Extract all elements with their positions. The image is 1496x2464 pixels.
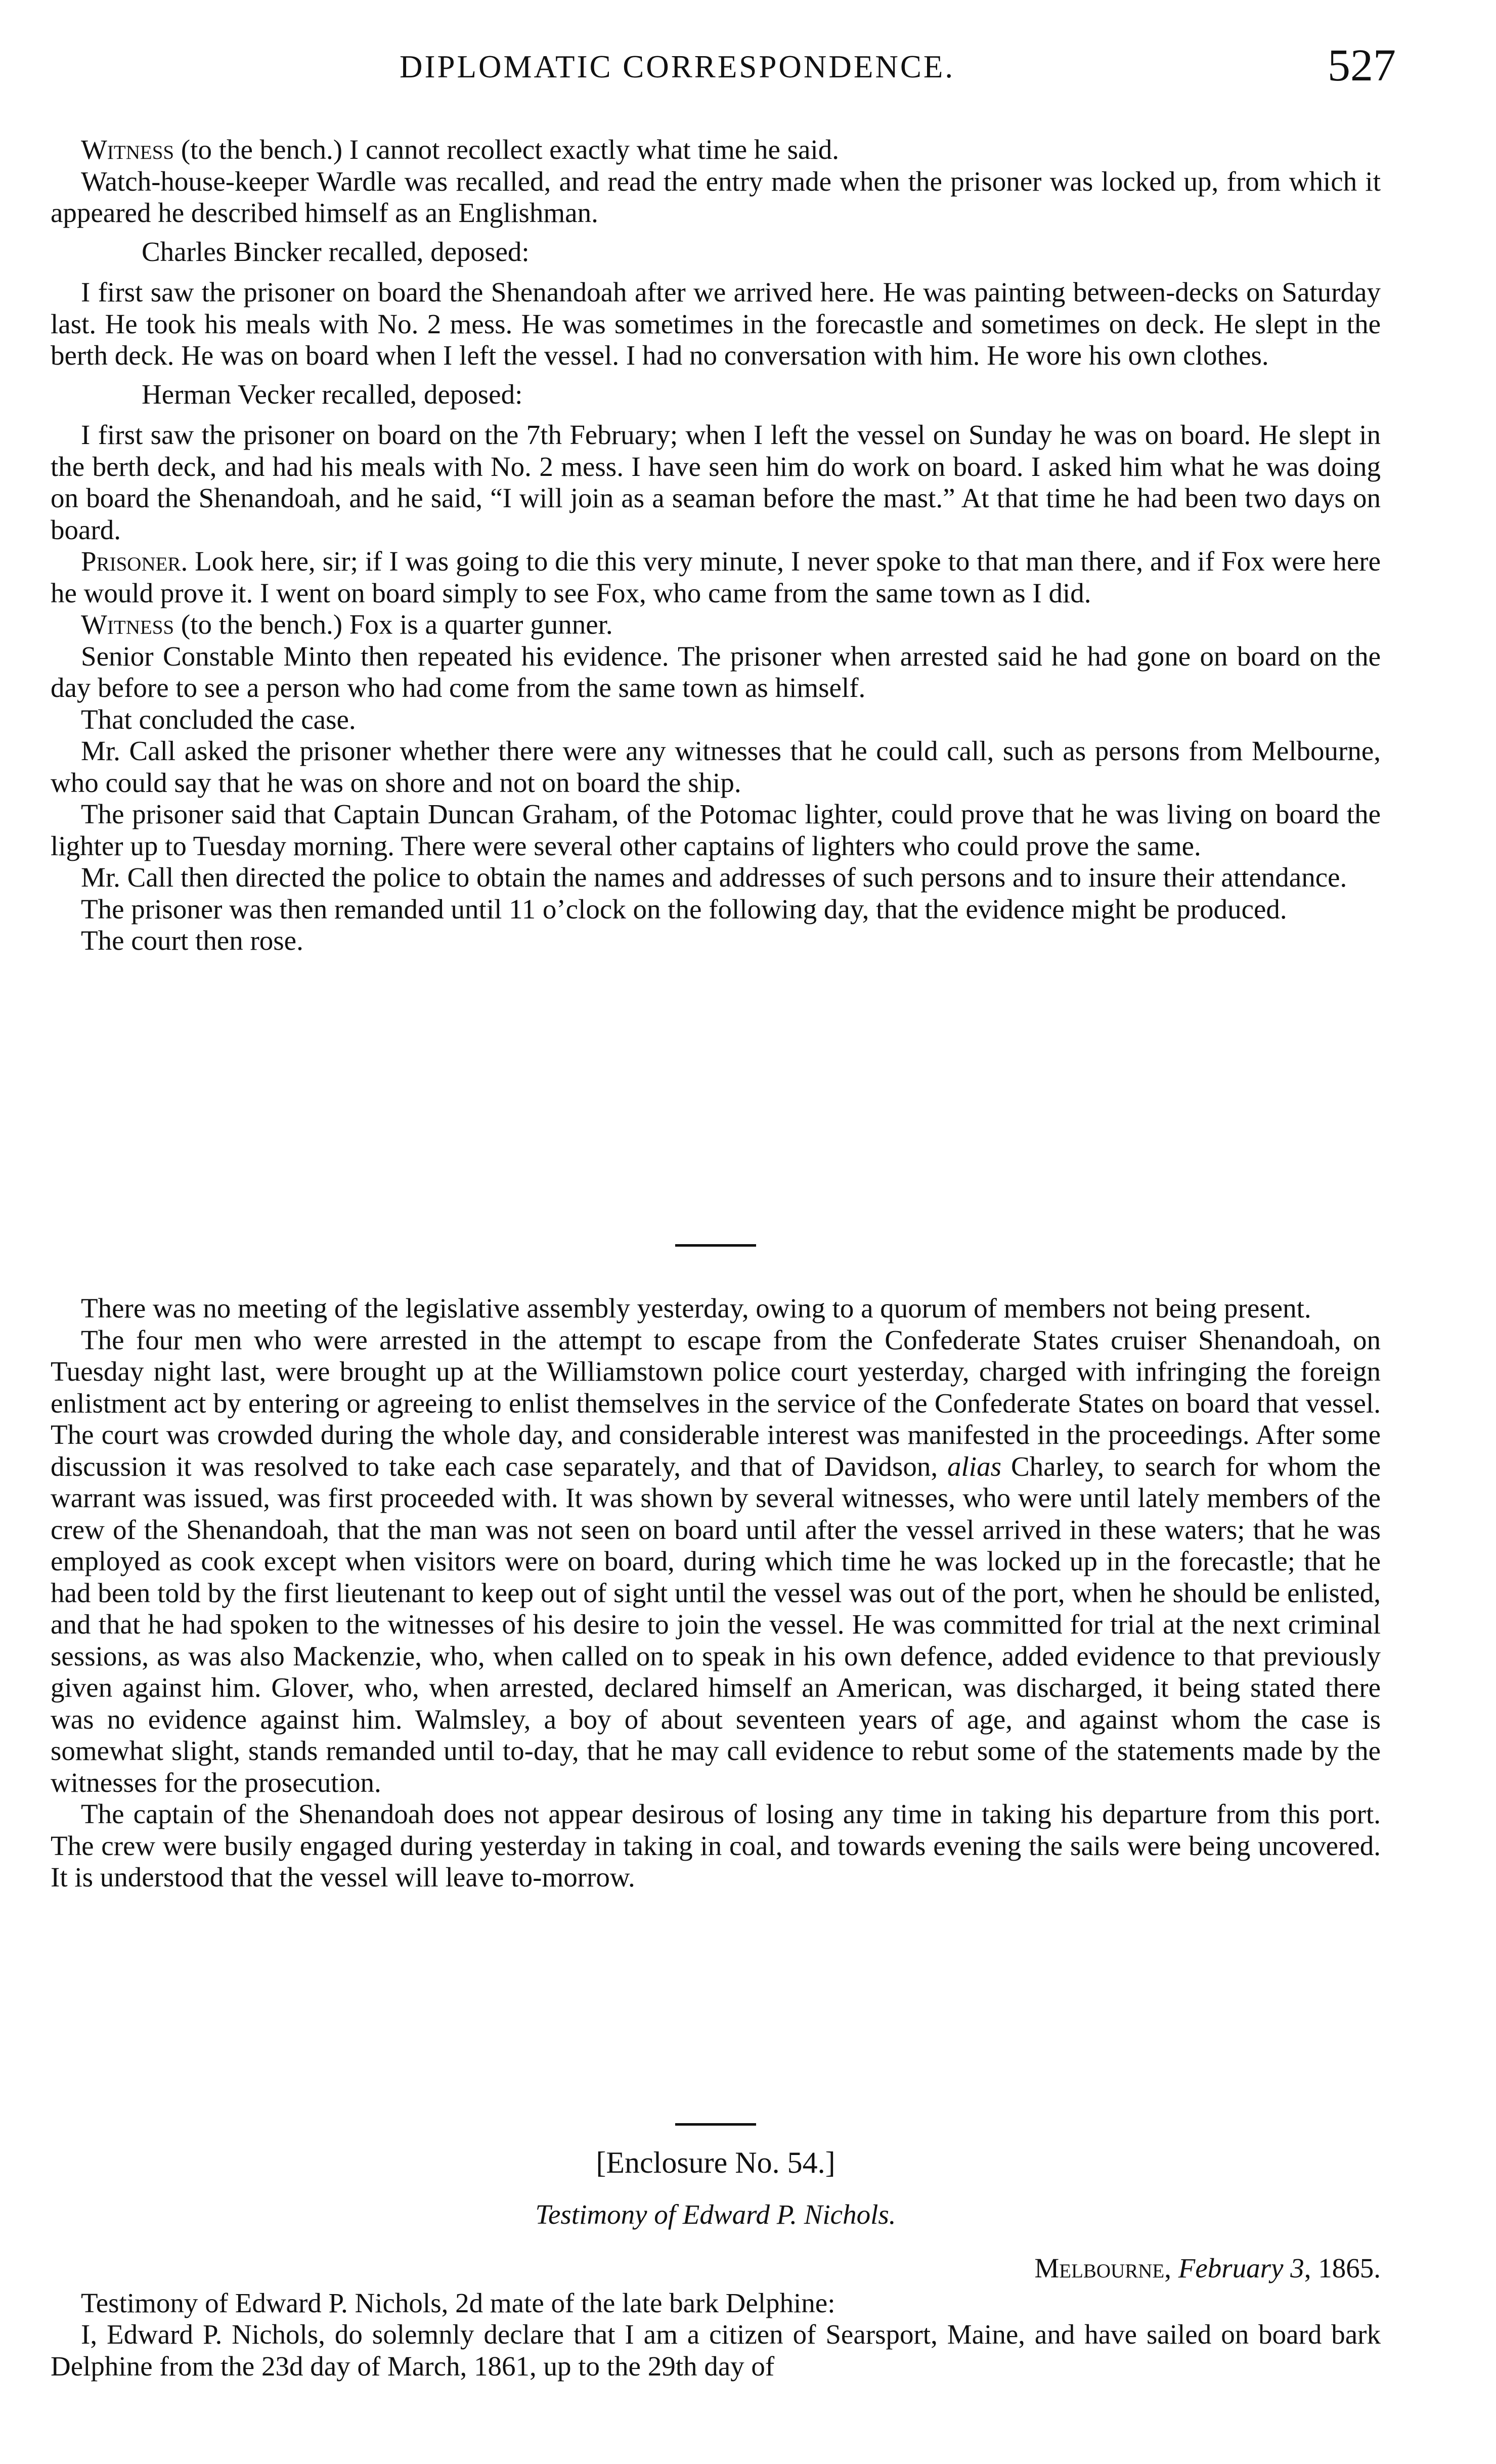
- paragraph: The prisoner was then remanded until 11 o’clock on the following day, that the evidence might be produced.: [81, 893, 1287, 925]
- prisoner-statement: [51, 546, 1381, 609]
- dateline-place: Melbourne: [1034, 2253, 1165, 2283]
- dateline: Melbourne, February 3, 1865.: [1034, 2253, 1381, 2283]
- paragraph: The court then rose.: [81, 925, 303, 956]
- section-divider: [675, 2123, 756, 2126]
- paragraph: Mr. Call then directed the police to obtain the names and addresses of such persons and to insure their attendance.: [81, 862, 1347, 893]
- section-divider: [675, 1244, 756, 1247]
- paragraph: The prisoner said that Captain Duncan Graham, of the Potomac lighter, could prove that he was living on board the lighter up to Tuesday morning. There were several other captains of lighters who could prove the same.: [51, 799, 1381, 861]
- news-report-section: [51, 1293, 1381, 1894]
- dateline-date: February 3: [1178, 2253, 1304, 2283]
- speaker-label: Witness: [81, 134, 174, 165]
- speaker-label: Witness: [81, 609, 174, 640]
- paragraph: Mr. Call asked the prisoner whether there were any witnesses that he could call, such as persons from Melbourne, who could say that he was on shore and not on board the ship.: [51, 735, 1381, 798]
- page-number: 527: [1328, 40, 1396, 91]
- paragraph: There was no meeting of the legislative assembly yesterday, owing to a quorum of members not being present.: [81, 1293, 1311, 1324]
- court-proceedings-section: [51, 134, 1381, 957]
- paragraph: I, Edward P. Nichols, do solemnly declare that I am a citizen of Searsport, Maine, and have sailed on board bark Delphine from the 23d day of March, 1861, up to the 29th day of: [51, 2319, 1381, 2382]
- page-header: [81, 39, 1396, 95]
- enclosure-section: [51, 2147, 1381, 2382]
- witness-statement: [51, 609, 1381, 641]
- alias-word: alias: [947, 1450, 1001, 1482]
- paragraph: [51, 1325, 1381, 1799]
- paragraph-text: Charley, to search for whom the warrant was issued, was first proceeded with. It was shown by several witnesses, who were until lately members of the crew of the Shenandoah, that the man was not seen on board until after the vessel arrived in these waters; that he was employed as cook except when visitors were on board, during which time he was locked up in the forecastle; that he had been told by the first lieutenant to keep out of sight until the vessel was out of the port, when he should be enlisted, and that he had spoken to the witnesses of his desire to join the vessel. He was committed for trial at the next criminal sessions, as was also Mackenzie, who, when called on to speak in his own defence, added evidence to that previously given against him. Glover, who, when arrested, declared himself an American, was discharged, it being stated there was no evidence against him. Walmsley, a boy of about seventeen years of age, and against whom the case is somewhat slight, stands remanded until to-day, that he may call evidence to rebut some of the statements made by the witnesses for the prosecution.: [51, 1450, 1381, 1798]
- paragraph: I first saw the prisoner on board the Shenandoah after we arrived here. He was painting between-decks on Saturday last. He took his meals with No. 2 mess. He was sometimes in the forecastle and sometimes on deck. He slept in the berth deck. He was on board when I left the vessel. I had no conversation with him. He wore his own clothes.: [51, 277, 1381, 371]
- paragraph: The captain of the Shenandoah does not appear desirous of losing any time in taking his departure from this port. The crew were busily engaged during yesterday in taking in coal, and towards evening the sails were being uncovered. It is understood that the vessel will leave to-morrow.: [51, 1798, 1381, 1893]
- paragraph: Testimony of Edward P. Nichols, 2d mate of the late bark Delphine:: [81, 2287, 835, 2318]
- paragraph: Senior Constable Minto then repeated his evidence. The prisoner when arrested said he had gone on board on the day before to see a person who had come from the same town as himself.: [51, 640, 1381, 703]
- speaker-label: Prisoner: [81, 546, 181, 577]
- deponent-intro: Charles Bincker recalled, deposed:: [142, 236, 530, 267]
- statement-text: (to the bench.) I cannot recollect exactly what time he said.: [174, 134, 839, 165]
- deponent-intro: Herman Vecker recalled, deposed:: [142, 378, 523, 410]
- paragraph-text: The four men who were arrested in the attempt to escape from the Confederate States cruiser Shenandoah, on Tuesday night last, were brought up at the Williamstown police court yesterday, charged with infringing the foreign enlistment act by entering or agreeing to enlist themselves in the service of the Confederate States on board that vessel. The court was crowded during the whole day, and considerable interest was manifested in the proceedings. After some discussion it was resolved to take each case separately, and that of Davidson,: [51, 1324, 1381, 1482]
- paragraph: That concluded the case.: [81, 703, 356, 735]
- paragraph: Watch-house-keeper Wardle was recalled, and read the entry made when the prisoner was locked up, from which it appeared he described himself as an Englishman.: [51, 165, 1381, 228]
- statement-text: . Look here, sir; if I was going to die this very minute, I never spoke to that man there, and if Fox were here he would prove it. I went on board simply to see Fox, who came from the same town as I did.: [51, 546, 1381, 608]
- statement-text: (to the bench.) Fox is a quarter gunner.: [174, 609, 613, 640]
- enclosure-label: [Enclosure No. 54.]: [596, 2146, 835, 2179]
- dateline-year: , 1865.: [1304, 2253, 1381, 2283]
- paragraph: I first saw the prisoner on board on the 7th February; when I left the vessel on Sunday he was on board. He slept in the berth deck, and had his meals with No. 2 mess. I have seen him do work on board. I asked him what he was doing on board the Shenandoah, and he said, “I will join as a seaman before the mast.” At that time he had been two days on board.: [51, 419, 1381, 545]
- enclosure-title: Testimony of Edward P. Nichols.: [535, 2198, 896, 2230]
- running-title: DIPLOMATIC CORRESPONDENCE.: [400, 49, 955, 84]
- witness-statement: [51, 134, 1381, 166]
